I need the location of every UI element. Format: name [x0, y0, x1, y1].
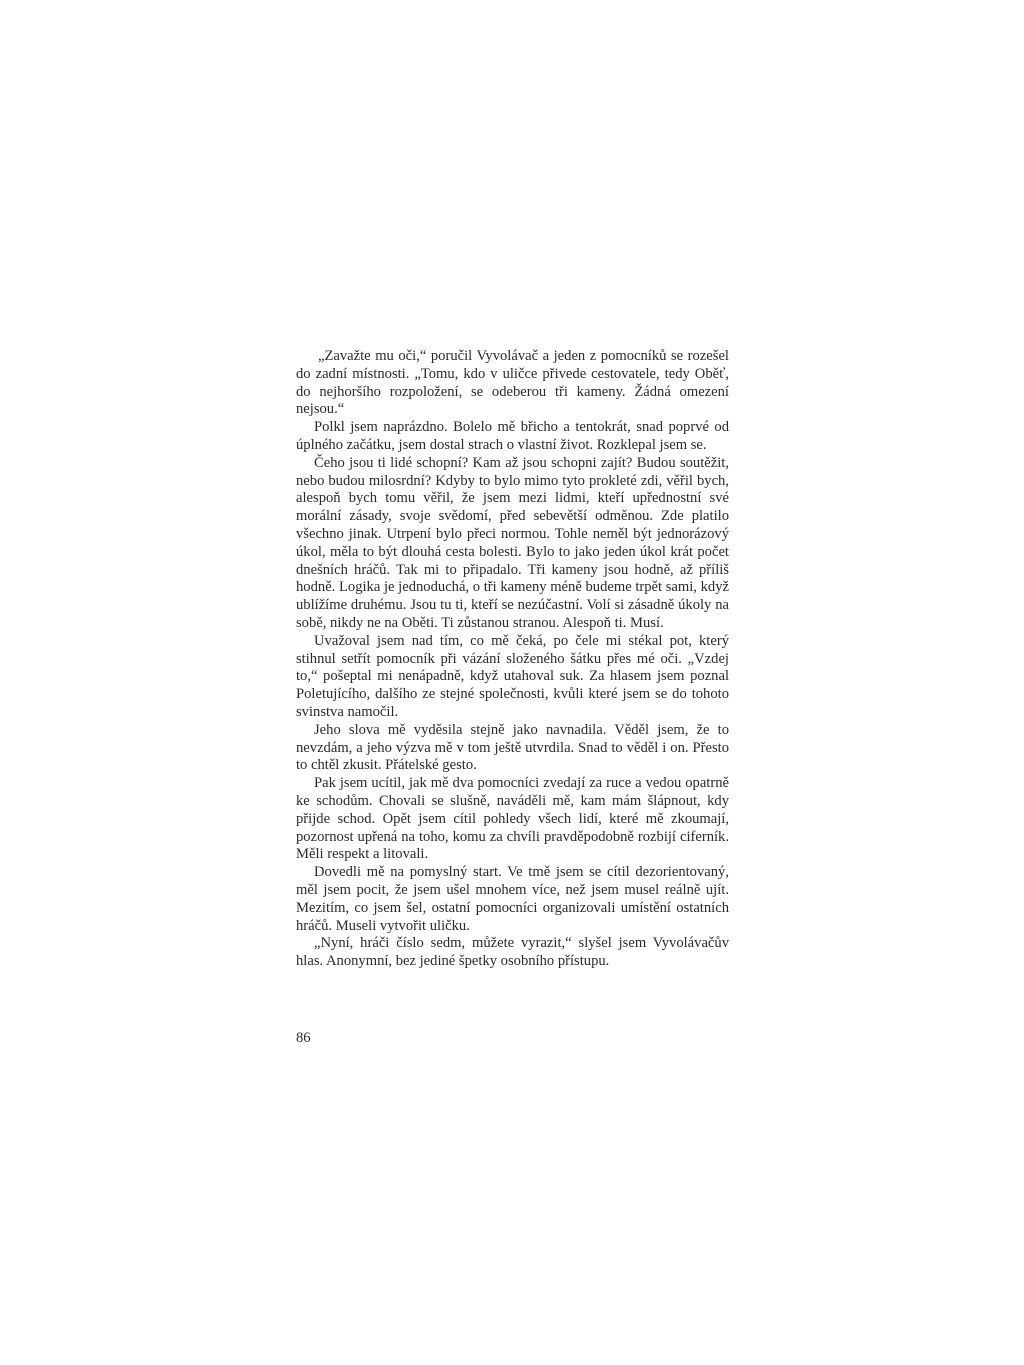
paragraph-7: Dovedli mě na pomyslný start. Ve tmě jsem se cítil dezorientovaný, měl jsem pocit, že jsem ušel mnohem více, než jsem musel reálně ujít. Mezitím, co jsem šel, ostatní pomocníci organizovali umístění ostatních hráčů. Museli vytvořit uličku. — [296, 864, 729, 934]
paragraph-4: Uvažoval jsem nad tím, co mě čeká, po čele mi stékal pot, který stihnul setřít pomocník při vázání složeného šátku přes mé oči. „Vzdej to,“ pošeptal mi nenápadně, když utahoval suk. Za hlasem jsem poznal Poletujícího, dalšího ze stejné společnosti, kvůli které jsem se do tohoto svinstva namočil. — [296, 632, 729, 720]
paragraph-3: Čeho jsou ti lidé schopní? Kam až jsou schopni zajít? Budou soutěžit, nebo budou milosrdní? Kdyby to bylo mimo tyto prokleté zdi, věřil bych, alespoň bych tomu věřil, že jsem mezi lidmi, kteří upřednostní své morální zásady, svoje svědomí, před sebevětší odměnou. Zde platilo všechno jinak. Utrpení bylo přeci normou. Tohle neměl být jednorázový úkol, měla to být dlouhá cesta bolesti. Bylo to jako jeden úkol krát počet dnešních hráčů. Tak mi to připadalo. Tři kameny jsou hodně, až příliš hodně. Logika je jednoduchá, o tři kameny méně budeme trpět sami, když ublížíme druhému. Jsou tu ti, kteří se nezúčastní. Volí si zásadně úkoly na sobě, nikdy ne na Oběti. Ti zůstanou stranou. Alespoň ti. Musí. — [296, 454, 729, 631]
paragraph-1: „Zavažte mu oči,“ poručil Vyvolávač a jeden z pomocníků se rozešel do zadní místnosti. „Tomu, kdo v uličce přivede cestovatele, tedy Oběť, do nejhoršího rozpoložení, se odeberou tři kameny. Žádná omezení nejsou.“ — [296, 348, 729, 418]
page-number: 86 — [296, 1030, 311, 1046]
body-text — [296, 348, 729, 971]
paragraph-5: Jeho slova mě vyděsila stejně jako navnadila. Věděl jsem, že to nevzdám, a jeho výzva mě v tom ještě utvrdila. Snad to věděl i on. Přesto to chtěl zkusit. Přátelské gesto. — [296, 721, 729, 774]
paragraph-2: Polkl jsem naprázdno. Bolelo mě břicho a tentokrát, snad poprvé od úplného začátku, jsem dostal strach o vlastní život. Rozklepal jsem se. — [296, 419, 729, 453]
paragraph-6: Pak jsem ucítil, jak mě dva pomocníci zvedají za ruce a vedou opatrně ke schodům. Chovali se slušně, naváděli mě, kam mám šlápnout, kdy přijde schod. Opět jsem cítil pohledy všech lidí, které mě zkoumají, pozornost upřená na toho, komu za chvíli pravděpodobně rozbijí ciferník. Měli respekt a litovali. — [296, 775, 729, 863]
paragraph-8: „Nyní, hráči číslo sedm, můžete vyrazit,“ slyšel jsem Vyvolávačův hlas. Anonymní, bez jediné špetky osobního přístupu. — [296, 935, 729, 970]
